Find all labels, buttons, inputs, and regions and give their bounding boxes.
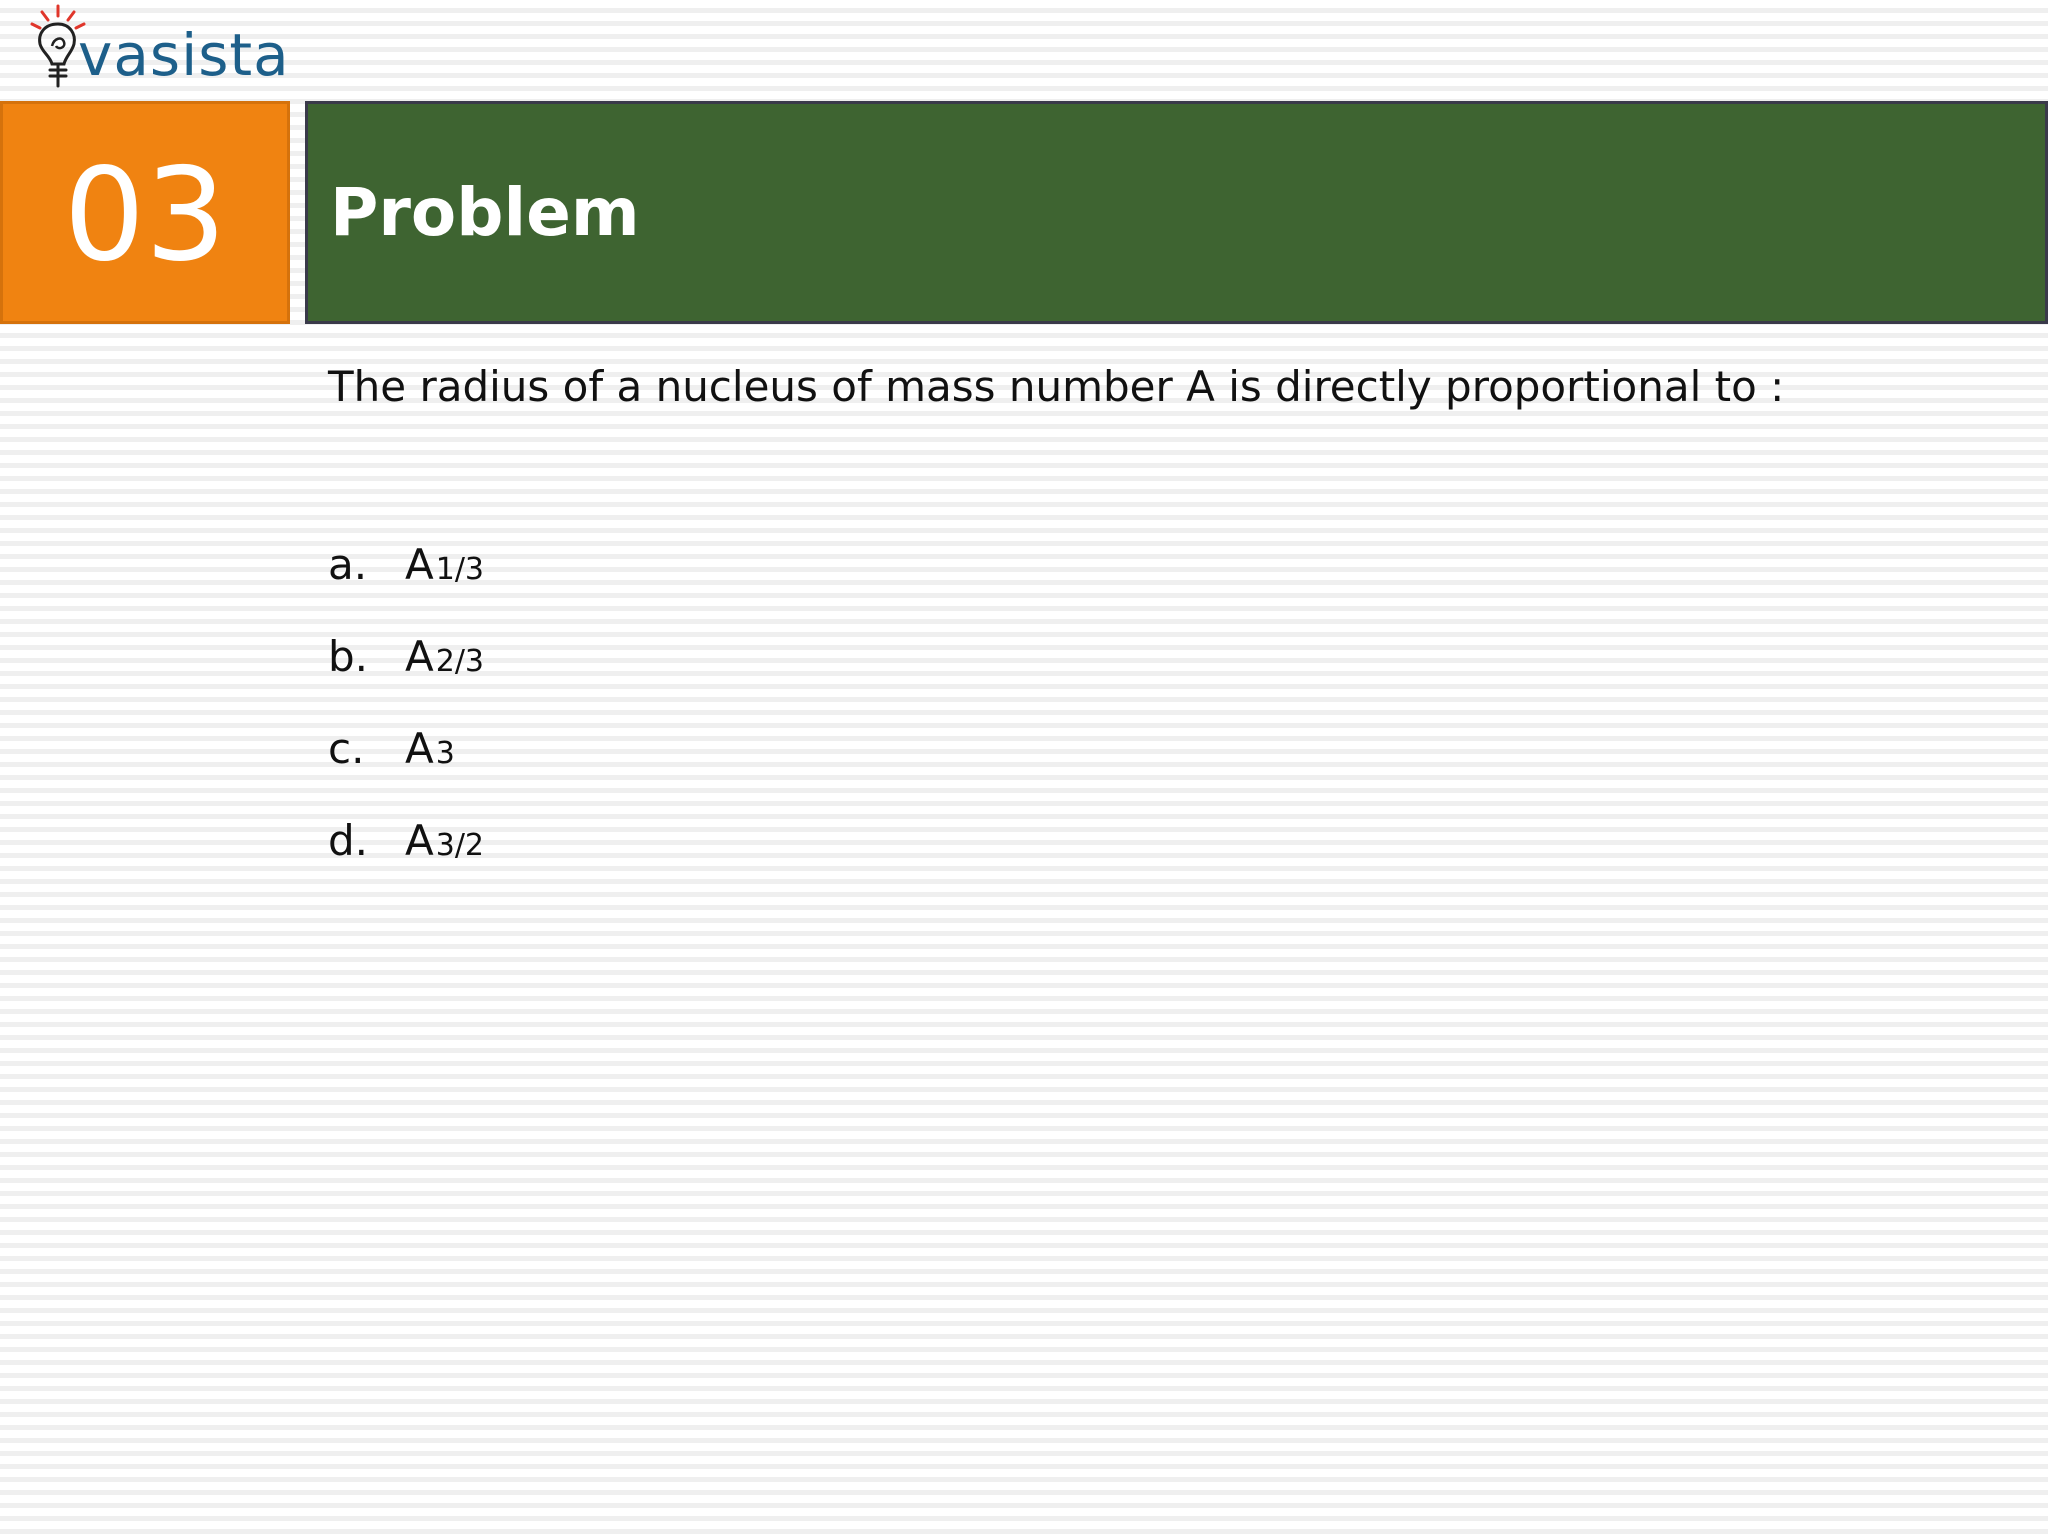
- option-label: b.: [328, 632, 369, 681]
- logo: [20, 2, 290, 98]
- option-c: [328, 724, 484, 816]
- logo-text: vasista: [78, 21, 290, 89]
- option-base: A: [405, 816, 434, 865]
- question-text: The radius of a nucleus of mass number A is directly proportional to :: [328, 362, 1785, 411]
- option-exponent: 3: [435, 736, 455, 771]
- option-label: c.: [328, 724, 365, 773]
- title-bar: [305, 101, 2048, 324]
- option-b: [328, 632, 484, 724]
- option-exponent: 3/2: [435, 828, 485, 863]
- option-label: d.: [328, 816, 369, 865]
- slide-number-box: [0, 101, 290, 324]
- slide-number: 03: [63, 140, 227, 290]
- option-label: a.: [328, 540, 368, 589]
- slide-title: Problem: [330, 173, 640, 251]
- option-a: [328, 540, 484, 632]
- option-base: A: [405, 540, 434, 589]
- option-d: [328, 816, 484, 908]
- option-base: A: [405, 632, 434, 681]
- options-list: [328, 540, 484, 908]
- option-base: A: [405, 724, 434, 773]
- option-exponent: 1/3: [435, 552, 485, 587]
- option-exponent: 2/3: [435, 644, 485, 679]
